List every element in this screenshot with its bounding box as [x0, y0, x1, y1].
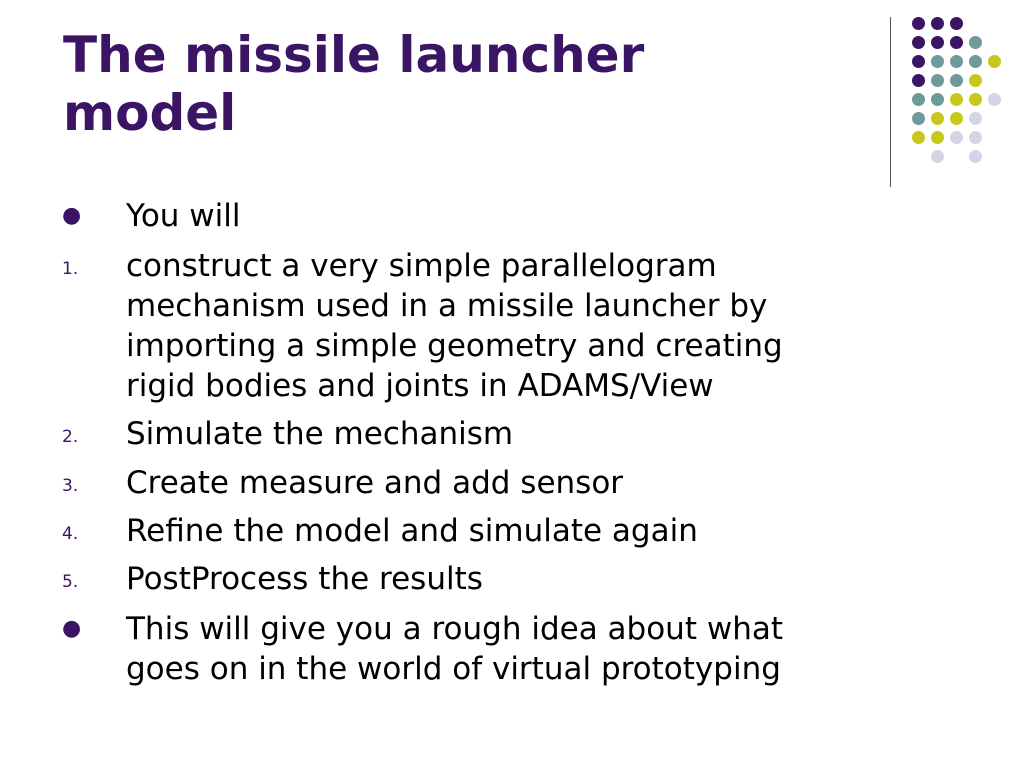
decorative-dot	[950, 36, 963, 49]
list-item-text: You will	[126, 198, 241, 234]
list-item-text: Refine the model and simulate again	[126, 513, 698, 549]
decorative-dot	[931, 150, 944, 163]
number-marker: 1.	[62, 259, 79, 279]
number-marker: 5.	[62, 572, 79, 592]
decorative-dot	[912, 112, 925, 125]
decorative-dot	[950, 55, 963, 68]
slide-title: The missile launcher model	[63, 26, 645, 142]
decorative-dot	[950, 112, 963, 125]
list-item-text: PostProcess the results	[126, 561, 483, 597]
list-item-text: Simulate the mechanism	[126, 416, 514, 452]
decorative-dot	[931, 36, 944, 49]
decorative-dot	[969, 131, 982, 144]
decorative-dot	[912, 36, 925, 49]
decorative-dot	[931, 131, 944, 144]
decorative-dot	[931, 74, 944, 87]
decorative-dot	[931, 93, 944, 106]
number-marker: 2.	[62, 427, 79, 447]
list-item-text: This will give you a rough idea about what goes on in the world of virtual prototyping	[126, 611, 783, 687]
decorative-dot	[912, 55, 925, 68]
decorative-dot	[969, 112, 982, 125]
number-marker: 4.	[62, 524, 79, 544]
decorative-dot	[912, 93, 925, 106]
decorative-dot	[931, 55, 944, 68]
decorative-dot	[988, 55, 1001, 68]
decorative-dot	[950, 93, 963, 106]
decorative-dot	[988, 93, 1001, 106]
list-item-text: Create measure and add sensor	[126, 465, 624, 501]
decorative-dot	[950, 17, 963, 30]
title-divider-line	[890, 17, 891, 187]
bullet-marker: ●	[62, 203, 82, 228]
decorative-dot	[969, 93, 982, 106]
decorative-dot	[912, 74, 925, 87]
decorative-dot	[950, 131, 963, 144]
decorative-dot	[969, 55, 982, 68]
decorative-dot	[950, 74, 963, 87]
decorative-dot	[969, 36, 982, 49]
decorative-dot	[931, 112, 944, 125]
decorative-dot	[969, 150, 982, 163]
decorative-dot	[969, 74, 982, 87]
decorative-dot	[912, 131, 925, 144]
list-item-text: construct a very simple parallelogram mechanism used in a missile launcher by importing a simple geometry and creating rigid bodies and joints in ADAMS/View	[126, 248, 783, 404]
number-marker: 3.	[62, 476, 79, 496]
decorative-dot	[931, 17, 944, 30]
decorative-dot	[912, 17, 925, 30]
bullet-marker: ●	[62, 616, 82, 641]
